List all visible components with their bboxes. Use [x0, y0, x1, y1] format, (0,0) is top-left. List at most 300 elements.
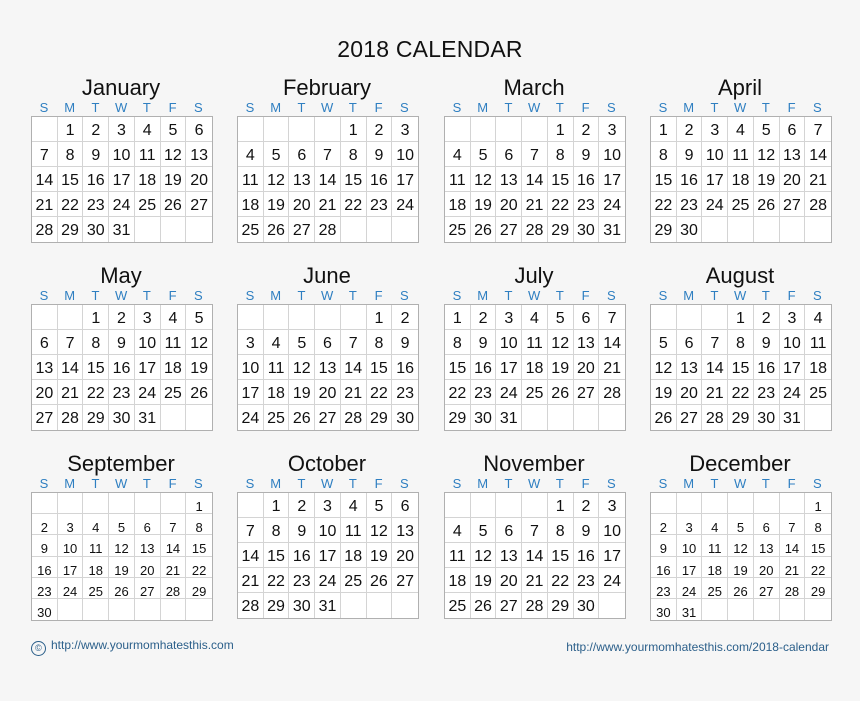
day-cell: 7 [702, 330, 728, 355]
day-cell: 8 [548, 142, 574, 167]
day-cell: 22 [651, 192, 677, 217]
day-cell: 4 [238, 142, 264, 167]
weekday-label: M [64, 476, 76, 491]
day-cell: 7 [315, 142, 341, 167]
empty-cell [238, 305, 264, 330]
day-cell: 24 [392, 192, 418, 217]
day-cell: 3 [677, 514, 703, 535]
empty-cell [161, 217, 187, 242]
weekday-label: S [812, 100, 822, 115]
day-cell: 26 [471, 217, 497, 242]
weekday-label: S [658, 100, 668, 115]
weekday-label: T [348, 100, 357, 115]
empty-cell [135, 493, 161, 514]
day-cell: 8 [83, 330, 109, 355]
weekday-header [31, 288, 213, 304]
day-cell: 3 [109, 117, 135, 142]
day-cell: 29 [58, 217, 84, 242]
empty-cell [651, 305, 677, 330]
day-cell: 29 [186, 578, 212, 599]
day-cell: 21 [599, 355, 625, 380]
day-cell: 25 [728, 192, 754, 217]
day-cell: 5 [548, 305, 574, 330]
empty-cell [367, 593, 393, 618]
day-cell: 8 [445, 330, 471, 355]
weekday-label: T [761, 476, 770, 491]
day-cell: 13 [32, 355, 58, 380]
page-title: 2018 CALENDAR [337, 36, 523, 62]
day-cell: 17 [392, 167, 418, 192]
day-cell: 18 [135, 167, 161, 192]
day-cell: 30 [471, 405, 497, 430]
day-cell: 7 [780, 514, 806, 535]
day-cell: 14 [58, 355, 84, 380]
day-cell: 7 [805, 117, 831, 142]
day-cell: 20 [496, 192, 522, 217]
day-cell: 4 [728, 117, 754, 142]
day-cell: 28 [522, 217, 548, 242]
day-cell: 17 [599, 543, 625, 568]
weekday-label: W [734, 288, 747, 303]
day-cell: 12 [367, 518, 393, 543]
day-cell: 3 [599, 117, 625, 142]
footer-left-url[interactable]: http://www.yourmomhatesthis.com [51, 638, 234, 652]
day-cell: 23 [109, 380, 135, 405]
day-cell: 26 [289, 405, 315, 430]
day-cell: 19 [109, 557, 135, 578]
month-name: February [282, 75, 372, 100]
day-cell: 23 [83, 192, 109, 217]
day-cell: 6 [780, 117, 806, 142]
day-cell: 24 [677, 578, 703, 599]
day-cell: 13 [574, 330, 600, 355]
day-cell: 23 [32, 578, 58, 599]
day-cell: 17 [238, 380, 264, 405]
day-cell: 9 [574, 518, 600, 543]
day-cell: 5 [728, 514, 754, 535]
day-cell: 26 [161, 192, 187, 217]
day-cell: 24 [58, 578, 84, 599]
day-cell: 20 [754, 557, 780, 578]
day-cell: 20 [780, 167, 806, 192]
empty-cell [135, 217, 161, 242]
day-cell: 11 [445, 167, 471, 192]
day-cell: 10 [677, 535, 703, 556]
weekday-label: T [348, 288, 357, 303]
day-cell: 30 [83, 217, 109, 242]
weekday-label: W [321, 476, 334, 491]
day-cell: 21 [315, 192, 341, 217]
day-cell: 7 [599, 305, 625, 330]
day-cell: 13 [496, 167, 522, 192]
day-cell: 7 [58, 330, 84, 355]
day-cell: 27 [289, 217, 315, 242]
day-cell: 10 [135, 330, 161, 355]
day-cell: 20 [496, 568, 522, 593]
empty-cell [471, 493, 497, 518]
weekday-label: S [606, 100, 616, 115]
empty-cell [805, 405, 831, 430]
day-cell: 29 [367, 405, 393, 430]
empty-cell [702, 599, 728, 620]
empty-cell [315, 305, 341, 330]
day-cell: 16 [574, 543, 600, 568]
day-cell: 13 [186, 142, 212, 167]
day-cell: 12 [161, 142, 187, 167]
day-cell: 24 [780, 380, 806, 405]
empty-cell [599, 405, 625, 430]
day-cell: 3 [392, 117, 418, 142]
empty-cell [315, 117, 341, 142]
day-cell: 23 [471, 380, 497, 405]
day-cell: 8 [367, 330, 393, 355]
day-cell: 15 [728, 355, 754, 380]
day-cell: 26 [548, 380, 574, 405]
day-cell: 28 [161, 578, 187, 599]
weekday-label: W [528, 476, 541, 491]
weekday-header [444, 288, 626, 304]
empty-cell [32, 305, 58, 330]
day-cell: 25 [445, 217, 471, 242]
day-cell: 23 [289, 568, 315, 593]
day-cell: 14 [780, 535, 806, 556]
empty-cell [264, 117, 290, 142]
day-cell: 6 [496, 518, 522, 543]
weekday-label: T [555, 100, 564, 115]
day-cell: 8 [341, 142, 367, 167]
empty-cell [83, 493, 109, 514]
weekday-label: M [477, 288, 489, 303]
empty-cell [135, 599, 161, 620]
empty-cell [677, 493, 703, 514]
day-cell: 12 [728, 535, 754, 556]
day-cell: 5 [109, 514, 135, 535]
day-cell: 24 [702, 192, 728, 217]
day-cell: 16 [574, 167, 600, 192]
day-grid [237, 116, 419, 243]
day-grid [237, 492, 419, 619]
day-cell: 5 [289, 330, 315, 355]
day-cell: 6 [289, 142, 315, 167]
day-cell: 17 [135, 355, 161, 380]
day-cell: 30 [109, 405, 135, 430]
day-cell: 11 [805, 330, 831, 355]
day-cell: 14 [238, 543, 264, 568]
day-cell: 19 [289, 380, 315, 405]
day-cell: 10 [392, 142, 418, 167]
day-grid [650, 116, 832, 243]
day-cell: 24 [599, 192, 625, 217]
day-cell: 12 [548, 330, 574, 355]
day-cell: 23 [574, 192, 600, 217]
day-cell: 31 [780, 405, 806, 430]
day-cell: 17 [109, 167, 135, 192]
empty-cell [574, 405, 600, 430]
empty-cell [754, 217, 780, 242]
weekday-label: T [142, 476, 151, 491]
weekday-label: S [606, 476, 616, 491]
day-cell: 22 [58, 192, 84, 217]
day-cell: 13 [135, 535, 161, 556]
month-name: September [67, 451, 175, 476]
day-cell: 13 [392, 518, 418, 543]
day-cell: 9 [32, 535, 58, 556]
day-cell: 9 [109, 330, 135, 355]
weekday-label: W [321, 100, 334, 115]
month-name: July [514, 263, 554, 288]
day-cell: 14 [32, 167, 58, 192]
weekday-label: S [812, 476, 822, 491]
weekday-label: W [115, 476, 128, 491]
weekday-label: T [710, 476, 719, 491]
weekday-label: T [504, 100, 513, 115]
weekday-label: M [270, 288, 282, 303]
weekday-label: M [683, 288, 695, 303]
day-cell: 20 [315, 380, 341, 405]
day-cell: 16 [289, 543, 315, 568]
empty-cell [702, 493, 728, 514]
weekday-label: F [581, 100, 590, 115]
day-cell: 4 [264, 330, 290, 355]
day-cell: 20 [135, 557, 161, 578]
weekday-label: W [528, 288, 541, 303]
day-cell: 27 [135, 578, 161, 599]
day-cell: 30 [677, 217, 703, 242]
empty-cell [341, 593, 367, 618]
day-cell: 11 [135, 142, 161, 167]
month-name: December [689, 451, 791, 476]
day-cell: 11 [702, 535, 728, 556]
weekday-label: F [787, 476, 796, 491]
day-cell: 1 [264, 493, 290, 518]
day-cell: 20 [574, 355, 600, 380]
day-cell: 22 [264, 568, 290, 593]
weekday-label: T [297, 288, 306, 303]
day-cell: 10 [109, 142, 135, 167]
empty-cell [58, 493, 84, 514]
day-cell: 25 [135, 192, 161, 217]
day-grid [650, 304, 832, 431]
day-cell: 16 [109, 355, 135, 380]
weekday-label: F [168, 476, 177, 491]
day-cell: 17 [496, 355, 522, 380]
month-name: January [81, 75, 161, 100]
day-cell: 17 [677, 557, 703, 578]
footer-right-link[interactable]: http://www.yourmomhatesthis.com/2018-calendar [566, 640, 829, 654]
weekday-label: T [555, 288, 564, 303]
day-cell: 4 [341, 493, 367, 518]
day-cell: 25 [445, 593, 471, 618]
day-cell: 19 [186, 355, 212, 380]
empty-cell [161, 599, 187, 620]
day-cell: 28 [599, 380, 625, 405]
day-cell: 11 [445, 543, 471, 568]
day-cell: 3 [315, 493, 341, 518]
day-cell: 29 [548, 217, 574, 242]
day-cell: 14 [599, 330, 625, 355]
day-cell: 9 [651, 535, 677, 556]
day-cell: 2 [109, 305, 135, 330]
day-cell: 23 [574, 568, 600, 593]
day-cell: 25 [805, 380, 831, 405]
day-cell: 18 [341, 543, 367, 568]
copyright-icon: © [31, 641, 46, 656]
day-cell: 2 [574, 493, 600, 518]
empty-cell [341, 217, 367, 242]
day-cell: 6 [392, 493, 418, 518]
day-cell: 21 [522, 192, 548, 217]
day-cell: 20 [32, 380, 58, 405]
day-cell: 12 [186, 330, 212, 355]
weekday-label: S [193, 100, 203, 115]
day-cell: 2 [289, 493, 315, 518]
empty-cell [83, 599, 109, 620]
weekday-label: S [245, 288, 255, 303]
day-cell: 10 [238, 355, 264, 380]
day-cell: 18 [445, 568, 471, 593]
day-cell: 4 [135, 117, 161, 142]
weekday-label: M [477, 476, 489, 491]
day-cell: 2 [367, 117, 393, 142]
day-cell: 8 [728, 330, 754, 355]
day-cell: 15 [58, 167, 84, 192]
day-cell: 1 [651, 117, 677, 142]
day-cell: 5 [471, 142, 497, 167]
empty-cell [599, 593, 625, 618]
day-cell: 30 [32, 599, 58, 620]
day-cell: 26 [754, 192, 780, 217]
weekday-label: F [168, 100, 177, 115]
footer-left-link[interactable] [31, 638, 234, 656]
day-cell: 14 [522, 167, 548, 192]
day-cell: 28 [32, 217, 58, 242]
weekday-label: S [452, 288, 462, 303]
day-cell: 5 [754, 117, 780, 142]
empty-cell [186, 405, 212, 430]
weekday-header [237, 476, 419, 492]
day-cell: 13 [496, 543, 522, 568]
day-cell: 6 [677, 330, 703, 355]
day-cell: 27 [186, 192, 212, 217]
day-cell: 5 [264, 142, 290, 167]
day-cell: 29 [548, 593, 574, 618]
day-cell: 18 [238, 192, 264, 217]
weekday-label: F [374, 100, 383, 115]
weekday-header [444, 100, 626, 116]
day-cell: 6 [32, 330, 58, 355]
day-cell: 26 [186, 380, 212, 405]
weekday-label: F [787, 100, 796, 115]
weekday-header [237, 288, 419, 304]
day-cell: 5 [161, 117, 187, 142]
weekday-label: W [734, 100, 747, 115]
weekday-label: S [399, 100, 409, 115]
empty-cell [109, 493, 135, 514]
empty-cell [728, 599, 754, 620]
day-cell: 29 [83, 405, 109, 430]
month-name: May [100, 263, 142, 288]
day-cell: 1 [548, 117, 574, 142]
day-cell: 15 [83, 355, 109, 380]
empty-cell [805, 599, 831, 620]
weekday-label: T [142, 288, 151, 303]
day-cell: 10 [58, 535, 84, 556]
empty-cell [754, 493, 780, 514]
day-cell: 1 [83, 305, 109, 330]
day-cell: 18 [805, 355, 831, 380]
empty-cell [341, 305, 367, 330]
weekday-label: S [245, 100, 255, 115]
empty-cell [780, 493, 806, 514]
day-cell: 5 [471, 518, 497, 543]
empty-cell [445, 117, 471, 142]
day-cell: 2 [32, 514, 58, 535]
day-cell: 14 [522, 543, 548, 568]
weekday-label: T [142, 100, 151, 115]
weekday-label: T [710, 100, 719, 115]
day-cell: 27 [32, 405, 58, 430]
day-cell: 25 [702, 578, 728, 599]
day-cell: 12 [264, 167, 290, 192]
day-cell: 12 [471, 543, 497, 568]
day-cell: 25 [161, 380, 187, 405]
weekday-label: F [581, 476, 590, 491]
day-cell: 13 [754, 535, 780, 556]
empty-cell [522, 405, 548, 430]
day-cell: 16 [367, 167, 393, 192]
day-cell: 2 [754, 305, 780, 330]
weekday-label: S [193, 476, 203, 491]
day-cell: 21 [522, 568, 548, 593]
day-cell: 1 [728, 305, 754, 330]
weekday-label: S [452, 476, 462, 491]
day-cell: 18 [161, 355, 187, 380]
day-cell: 27 [496, 217, 522, 242]
day-cell: 4 [445, 518, 471, 543]
day-cell: 29 [264, 593, 290, 618]
day-cell: 12 [289, 355, 315, 380]
day-cell: 25 [522, 380, 548, 405]
day-cell: 30 [574, 217, 600, 242]
weekday-label: T [761, 288, 770, 303]
day-cell: 10 [315, 518, 341, 543]
day-cell: 20 [677, 380, 703, 405]
day-cell: 4 [445, 142, 471, 167]
day-cell: 12 [471, 167, 497, 192]
weekday-header [237, 100, 419, 116]
day-cell: 10 [599, 142, 625, 167]
day-cell: 5 [186, 305, 212, 330]
day-cell: 6 [315, 330, 341, 355]
empty-cell [548, 405, 574, 430]
day-grid [31, 304, 213, 431]
day-cell: 8 [651, 142, 677, 167]
weekday-label: S [606, 288, 616, 303]
weekday-header [650, 288, 832, 304]
day-cell: 21 [341, 380, 367, 405]
empty-cell [651, 493, 677, 514]
weekday-label: W [528, 100, 541, 115]
day-cell: 2 [677, 117, 703, 142]
day-cell: 8 [264, 518, 290, 543]
weekday-label: M [683, 476, 695, 491]
day-cell: 30 [574, 593, 600, 618]
empty-cell [32, 493, 58, 514]
weekday-label: M [477, 100, 489, 115]
day-cell: 15 [548, 543, 574, 568]
day-grid [237, 304, 419, 431]
day-cell: 26 [264, 217, 290, 242]
